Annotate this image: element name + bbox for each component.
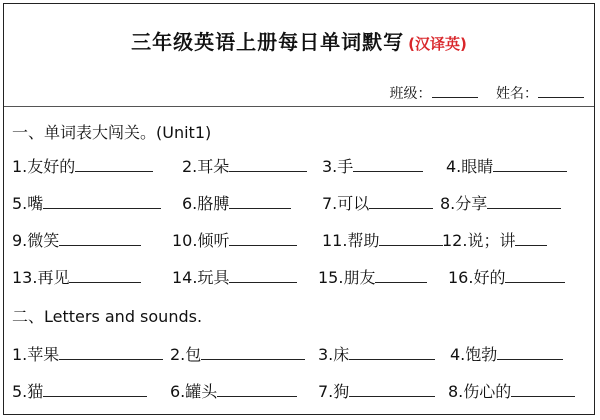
answer-blank[interactable] [511,382,575,397]
prompt-word: 1.苹果 [12,345,60,364]
prompt-word: 14.玩具 [172,268,230,287]
word-row [12,379,586,407]
prompt-word: 2.包 [170,345,202,364]
answer-blank[interactable] [349,382,435,397]
answer-blank[interactable] [369,194,433,209]
answer-blank[interactable] [487,194,561,209]
answer-blank[interactable] [229,157,307,172]
prompt-word: 4.饱勃 [450,345,498,364]
word-row [12,191,586,219]
class-blank[interactable] [432,85,478,98]
title-note: (汉译英) [408,35,467,53]
answer-blank[interactable] [229,231,297,246]
name-blank[interactable] [538,85,584,98]
prompt-word: 16.好的 [448,268,506,287]
answer-blank[interactable] [493,157,567,172]
answer-blank[interactable] [59,231,141,246]
section1-title: 一、单词表大闯关。(Unit1) [12,123,212,142]
answer-blank[interactable] [43,382,147,397]
word-row [12,154,586,182]
word-row [12,342,586,370]
answer-blank[interactable] [375,268,427,283]
prompt-word: 8.分享 [440,194,488,213]
prompt-word: 6.罐头 [170,382,218,401]
prompt-word: 7.可以 [322,194,370,213]
class-label: 班级： [389,86,432,102]
prompt-word: 7.狗 [318,382,350,401]
answer-blank[interactable] [217,382,297,397]
prompt-word: 2.耳朵 [182,157,230,176]
prompt-word: 1.友好的 [12,157,76,176]
answer-blank[interactable] [497,345,563,360]
worksheet-title [4,26,594,55]
prompt-word: 15.朋友 [318,268,376,287]
answer-blank[interactable] [229,268,297,283]
prompt-word: 5.嘴 [12,194,44,213]
prompt-word: 4.眼睛 [446,157,494,176]
word-row [12,265,586,293]
answer-blank[interactable] [515,231,547,246]
answer-blank[interactable] [43,194,161,209]
prompt-word: 5.猫 [12,382,44,401]
word-row [12,228,586,256]
answer-blank[interactable] [379,231,443,246]
prompt-word: 11.帮助 [322,231,380,250]
prompt-word: 6.胳膊 [182,194,230,213]
prompt-word: 8.伤心的 [448,382,512,401]
answer-blank[interactable] [349,345,435,360]
prompt-word: 12.说；讲 [442,231,516,250]
student-info [390,83,584,103]
name-label: 姓名： [496,86,538,102]
prompt-word: 13.再见 [12,268,70,287]
answer-blank[interactable] [201,345,305,360]
answer-blank[interactable] [505,268,565,283]
worksheet [3,3,595,415]
answer-blank[interactable] [59,345,163,360]
divider [4,106,594,107]
prompt-word: 3.床 [318,345,350,364]
answer-blank[interactable] [353,157,423,172]
answer-blank[interactable] [229,194,291,209]
prompt-word: 10.倾听 [172,231,230,250]
answer-blank[interactable] [75,157,153,172]
title-text: 三年级英语上册每日单词默写 [131,30,405,54]
section2-title: 二、Letters and sounds. [12,307,203,326]
answer-blank[interactable] [69,268,141,283]
prompt-word: 9.微笑 [12,231,60,250]
prompt-word: 3.手 [322,157,354,176]
